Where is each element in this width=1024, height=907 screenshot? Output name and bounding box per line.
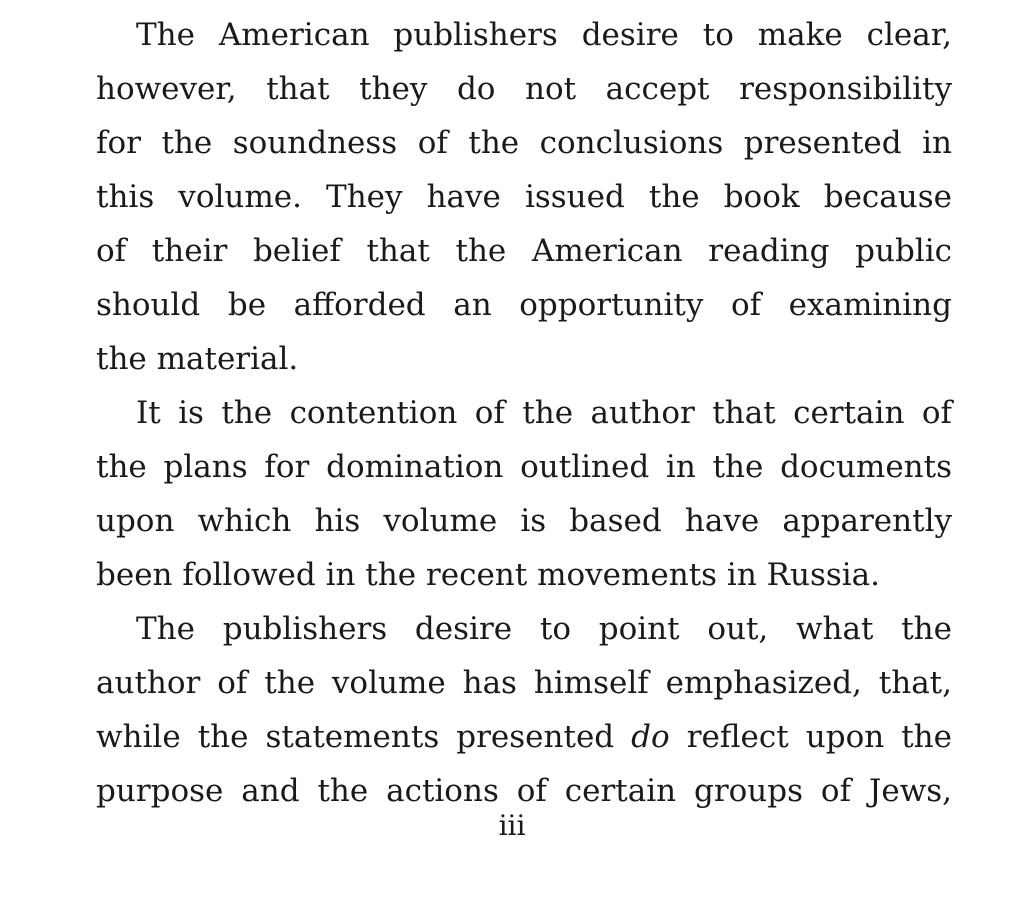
text-line: however, that they do not accept responsibility bbox=[96, 71, 952, 107]
text-segment: while the statements presented bbox=[96, 719, 632, 755]
text-line: been followed in the recent movements in Russia. bbox=[96, 557, 881, 593]
text-line bbox=[96, 710, 952, 764]
text-line: The American publishers desire to make clear, bbox=[136, 17, 952, 53]
text-line: for the soundness of the conclusions presented in bbox=[96, 125, 952, 161]
text-line: should be afforded an opportunity of examining bbox=[96, 287, 952, 323]
text-segment: reflect upon the bbox=[669, 719, 952, 755]
paragraph-2 bbox=[96, 386, 952, 602]
text-line: The publishers desire to point out, what the bbox=[136, 611, 952, 647]
emphasized-word: do bbox=[631, 719, 670, 755]
text-line: upon which his volume is based have apparently bbox=[96, 503, 952, 539]
page-number: iii bbox=[498, 809, 526, 842]
text-line: of their belief that the American reading public bbox=[96, 233, 952, 269]
paragraph-3 bbox=[96, 602, 952, 818]
text-line: author of the volume has himself emphasized, that, bbox=[96, 665, 952, 701]
text-line: purpose and the actions of certain groups of Jews, bbox=[96, 773, 952, 809]
text-line: this volume. They have issued the book because bbox=[96, 179, 952, 215]
text-line: the plans for domination outlined in the documents bbox=[96, 449, 952, 485]
paragraph-1 bbox=[96, 8, 952, 386]
text-line: the material. bbox=[96, 341, 299, 377]
body-text bbox=[96, 8, 952, 818]
text-line: It is the contention of the author that certain of bbox=[136, 395, 952, 431]
